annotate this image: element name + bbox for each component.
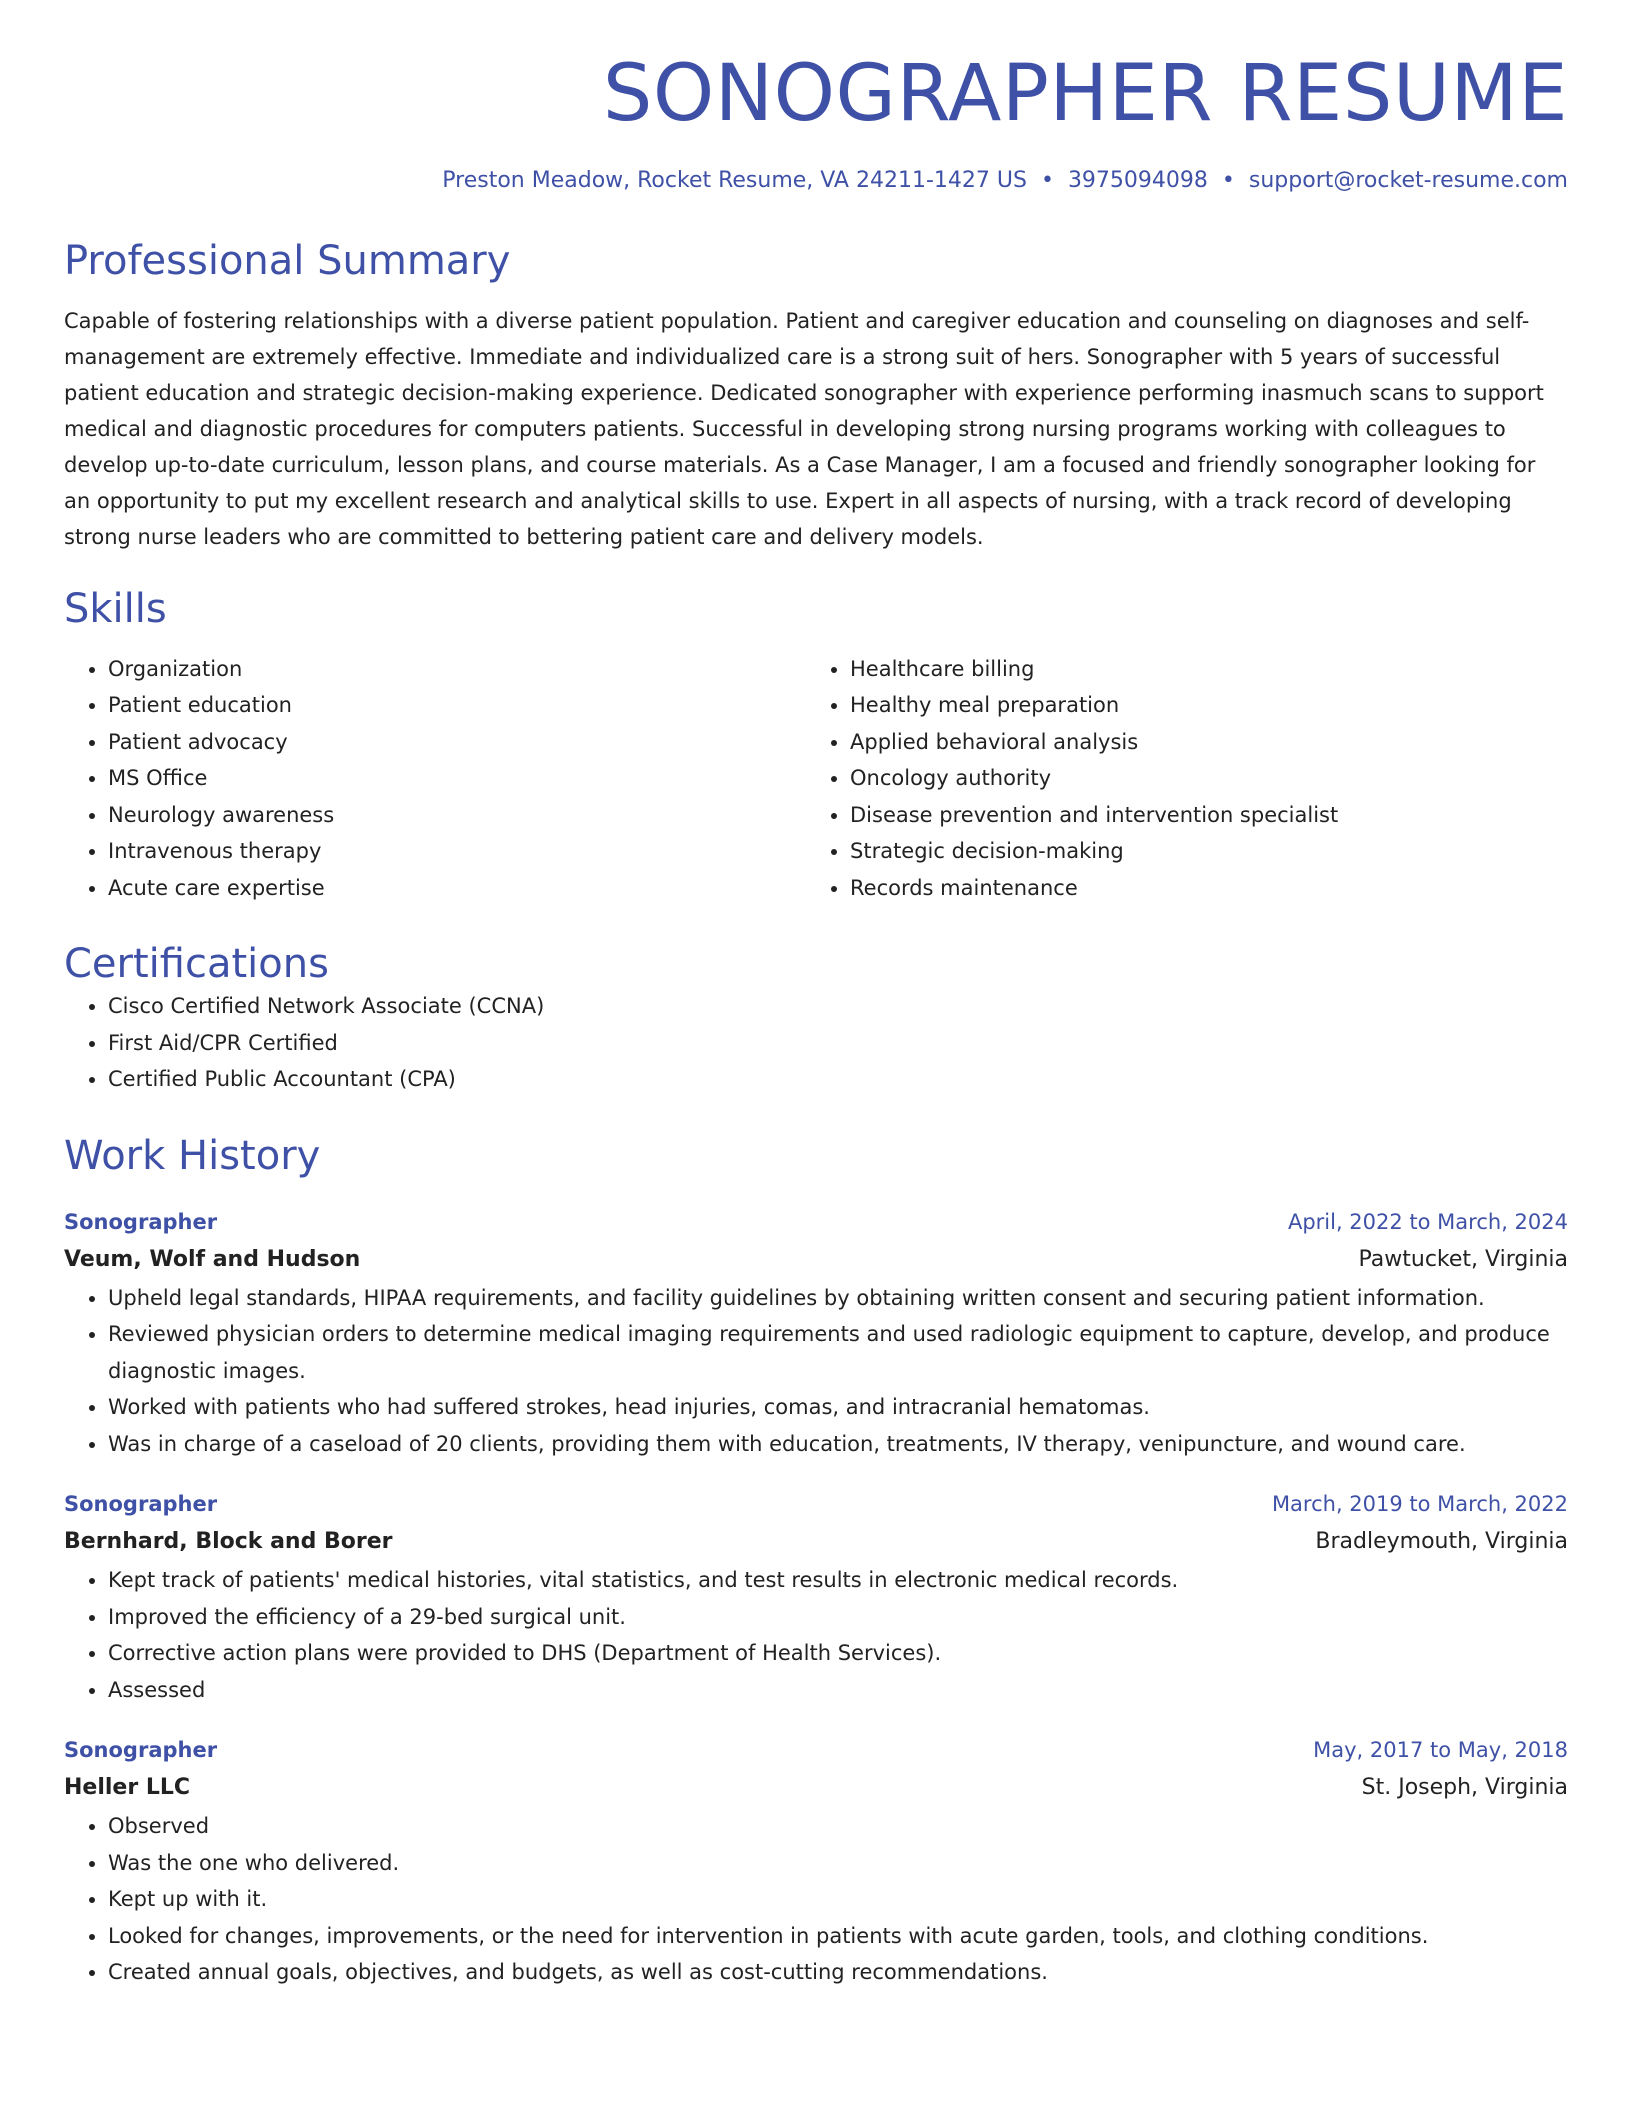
job-company-row bbox=[64, 1522, 1568, 1562]
skill-item: • Acute care expertise bbox=[108, 870, 806, 907]
skill-item: • Intravenous therapy bbox=[108, 833, 806, 870]
skill-item: • Disease prevention and intervention specialist bbox=[850, 797, 1548, 834]
job-entry bbox=[64, 1204, 1568, 1463]
certification-item: • Cisco Certified Network Associate (CCNA) bbox=[108, 988, 1568, 1025]
job-bullet: • Observed bbox=[108, 1808, 1568, 1845]
job-bullet: • Improved the efficiency of a 29-bed surgical unit. bbox=[108, 1599, 1568, 1636]
skill-item: • Records maintenance bbox=[850, 870, 1548, 907]
section-title-summary: Professional Summary bbox=[64, 237, 511, 284]
skill-item: • Healthcare billing bbox=[850, 651, 1548, 688]
page-title: SONOGRAPHER RESUME bbox=[602, 49, 1568, 139]
job-bullet: • Reviewed physician orders to determine medical imaging requirements and used radiologic equipment to capture, develop, and produce diagnostic images. bbox=[108, 1316, 1568, 1389]
job-bullet-list bbox=[64, 1808, 1568, 1991]
job-bullet: • Was the one who delivered. bbox=[108, 1845, 1568, 1882]
job-bullet-list bbox=[64, 1562, 1568, 1708]
certifications-section bbox=[64, 940, 1568, 1098]
skill-item: • Oncology authority bbox=[850, 760, 1548, 797]
certification-item: • Certified Public Accountant (CPA) bbox=[108, 1061, 1568, 1098]
job-company: Veum, Wolf and Hudson bbox=[64, 1246, 361, 1272]
job-location: St. Joseph, Virginia bbox=[1361, 1775, 1568, 1801]
job-header-row bbox=[64, 1204, 1568, 1240]
job-title: Sonographer bbox=[64, 1738, 218, 1763]
job-bullet-list bbox=[64, 1280, 1568, 1463]
job-header-row bbox=[64, 1732, 1568, 1768]
summary-section bbox=[64, 237, 1568, 555]
contact-line bbox=[64, 166, 1568, 197]
skill-item: • Patient advocacy bbox=[108, 724, 806, 761]
job-location: Bradleymouth, Virginia bbox=[1315, 1529, 1568, 1555]
resume-header bbox=[64, 0, 1568, 197]
summary-text: Capable of fostering relationships with a diverse patient population. Patient and caregiver education and counseling on diagnoses and self-management are extremely effective. Immediate and individualized care is a strong suit of hers. Sonographer with 5 years of successful patient education and strategic decision-making experience. Dedicated sonographer with experience performing inasmuch scans to support medical and diagnostic procedures for computers patients. Successful in developing strong nursing programs working with colleagues to develop up-to-date curriculum, lesson plans, and course materials. As a Case Manager, I am a focused and friendly sonographer looking for an opportunity to put my excellent research and analytical skills to use. Expert in all aspects of nursing, with a track record of developing strong nurse leaders who are committed to bettering patient care and delivery models. bbox=[64, 308, 1544, 549]
skills-grid bbox=[64, 651, 1568, 907]
skill-item: • Organization bbox=[108, 651, 806, 688]
skill-item: • Healthy meal preparation bbox=[850, 687, 1548, 724]
job-bullet: • Worked with patients who had suffered strokes, head injuries, comas, and intracranial hematomas. bbox=[108, 1389, 1568, 1426]
skill-item: • Neurology awareness bbox=[108, 797, 806, 834]
job-dates: April, 2022 to March, 2024 bbox=[1287, 1209, 1568, 1234]
job-bullet: • Kept up with it. bbox=[108, 1881, 1568, 1918]
skill-item: • MS Office bbox=[108, 760, 806, 797]
job-header-row bbox=[64, 1486, 1568, 1522]
contact-address: Preston Meadow, Rocket Resume, VA 24211-1427 US bbox=[442, 167, 1027, 193]
skills-section bbox=[64, 585, 1568, 907]
job-location: Pawtucket, Virginia bbox=[1358, 1246, 1568, 1272]
job-company: Heller LLC bbox=[64, 1775, 191, 1801]
job-bullet: • Created annual goals, objectives, and budgets, as well as cost-cutting recommendations. bbox=[108, 1954, 1568, 1991]
contact-email: support@rocket-resume.com bbox=[1248, 167, 1568, 193]
contact-separator: • bbox=[1040, 167, 1054, 193]
skill-item: • Strategic decision-making bbox=[850, 833, 1548, 870]
work-history-section bbox=[64, 1132, 1568, 1991]
skill-item: • Applied behavioral analysis bbox=[850, 724, 1548, 761]
job-entry bbox=[64, 1732, 1568, 1991]
job-company-row bbox=[64, 1768, 1568, 1808]
job-company: Bernhard, Block and Borer bbox=[64, 1529, 393, 1555]
skills-list-left bbox=[64, 651, 806, 907]
job-dates: May, 2017 to May, 2018 bbox=[1313, 1738, 1568, 1763]
job-bullet: • Corrective action plans were provided to DHS (Department of Health Services). bbox=[108, 1635, 1568, 1672]
certification-item: • First Aid/CPR Certified bbox=[108, 1025, 1568, 1062]
job-bullet: • Assessed bbox=[108, 1672, 1568, 1709]
job-title: Sonographer bbox=[64, 1492, 218, 1517]
job-dates: March, 2019 to March, 2022 bbox=[1271, 1492, 1568, 1517]
contact-separator: • bbox=[1221, 167, 1235, 193]
contact-phone: 3975094098 bbox=[1067, 167, 1208, 193]
job-bullet: • Kept track of patients' medical histories, vital statistics, and test results in electronic medical records. bbox=[108, 1562, 1568, 1599]
section-title-skills: Skills bbox=[64, 585, 167, 632]
job-bullet: • Was in charge of a caseload of 20 clients, providing them with education, treatments, IV therapy, venipuncture, and wound care. bbox=[108, 1426, 1568, 1463]
job-bullet: • Looked for changes, improvements, or the need for intervention in patients with acute garden, tools, and clothing conditions. bbox=[108, 1918, 1568, 1955]
job-entry bbox=[64, 1486, 1568, 1708]
certifications-list bbox=[64, 988, 1568, 1098]
job-title: Sonographer bbox=[64, 1209, 218, 1234]
section-title-work-history: Work History bbox=[64, 1132, 321, 1179]
skills-list-right bbox=[806, 651, 1548, 907]
section-title-certifications: Certifications bbox=[64, 941, 329, 988]
skill-item: • Patient education bbox=[108, 687, 806, 724]
skills-column-left bbox=[64, 651, 806, 907]
job-company-row bbox=[64, 1240, 1568, 1280]
skills-column-right bbox=[806, 651, 1548, 907]
job-bullet: • Upheld legal standards, HIPAA requirements, and facility guidelines by obtaining written consent and securing patient information. bbox=[108, 1280, 1568, 1317]
